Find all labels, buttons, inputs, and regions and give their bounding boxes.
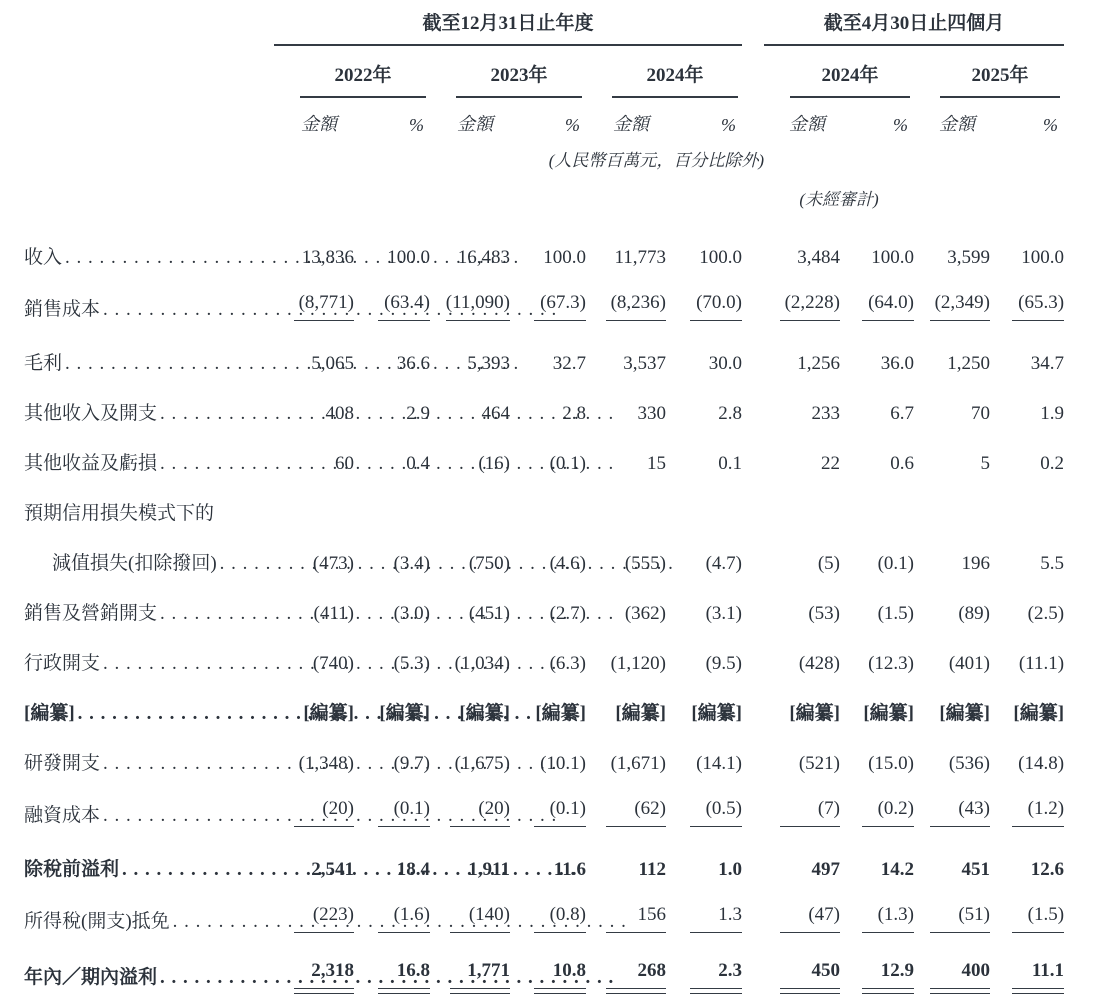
cell-value: 100.0 [699, 247, 743, 268]
cell-value: 1,771 [450, 960, 510, 989]
cell-value: 408 [325, 403, 354, 424]
cell-value: (750) [468, 553, 510, 574]
cell-value: 400 [930, 960, 990, 989]
percent-header: % [1043, 115, 1059, 135]
cell-value: (536) [948, 753, 991, 774]
cell-value: (14.8) [1018, 753, 1065, 774]
cell-value: 1.0 [718, 859, 743, 880]
row-label: 除稅前溢利 [24, 859, 120, 880]
cell-value: (3.1) [705, 603, 743, 624]
year-2024-interim: 2024年 [790, 60, 910, 98]
cell-value: 2.8 [562, 403, 586, 424]
table-row [24, 386, 1064, 436]
amount-header: 金額 [301, 114, 337, 134]
table-row [24, 210, 1064, 280]
cell-value: (89) [958, 603, 991, 624]
cell-value: (362) [624, 603, 666, 624]
cell-value: (9.7) [393, 753, 430, 774]
cell-value: (4.7) [705, 553, 743, 574]
cell-value: (0.8) [534, 904, 586, 933]
cell-value: (223) [294, 904, 354, 933]
cell-value: (64.0) [862, 292, 914, 321]
row-label: 其他收益及虧損 [24, 453, 158, 474]
cell-value: 1,911 [468, 859, 510, 880]
cell-value: 5,393 [467, 353, 510, 374]
cell-value: 196 [961, 553, 991, 574]
cell-value: 14.2 [880, 859, 915, 880]
cell-value: (2.5) [1027, 603, 1065, 624]
cell-value: [編纂] [535, 703, 586, 724]
row-label: 年內／期內溢利 [24, 967, 158, 988]
cell-value: [編纂] [459, 703, 510, 724]
table-row [24, 280, 1064, 332]
cell-value: [編纂] [1013, 703, 1065, 724]
cell-value: (20) [450, 798, 510, 827]
cell-value: (16) [478, 453, 510, 474]
table-row [24, 436, 1064, 486]
cell-value: 11.1 [1012, 960, 1064, 989]
cell-value: (0.1) [378, 798, 430, 827]
row-label: 毛利 [24, 353, 63, 374]
row-label: 所得稅(開支)抵免 [24, 911, 170, 932]
cell-value: 34.7 [1030, 353, 1065, 374]
cell-value: (401) [948, 653, 991, 674]
table-row [24, 332, 1064, 386]
cell-value: [編纂] [863, 703, 915, 724]
column-label-row [24, 98, 1064, 136]
row-label: 研發開支 [24, 753, 101, 774]
table-row [24, 636, 1064, 686]
cell-value: (521) [798, 753, 841, 774]
cell-value: 2,318 [294, 960, 354, 989]
cell-value: (3.4) [393, 553, 430, 574]
cell-value: 100.0 [387, 247, 430, 268]
cell-value: 0.1 [718, 453, 743, 474]
period-group-interim: 截至4月30日止四個月 [764, 8, 1064, 46]
cell-value: 30.0 [708, 353, 743, 374]
row-label: 行政開支 [24, 653, 101, 674]
cell-value: (740) [312, 653, 354, 674]
cell-value: 268 [606, 960, 666, 989]
cell-value: (5.3) [393, 653, 430, 674]
cell-value: 16.8 [378, 960, 430, 989]
percent-header: % [893, 115, 909, 135]
cell-value: 16,483 [457, 247, 510, 268]
cell-value: 1,250 [947, 353, 991, 374]
cell-value: (0.1) [549, 453, 586, 474]
cell-value: (1,120) [610, 653, 666, 674]
cell-value: 12.6 [1030, 859, 1065, 880]
cell-value: 233 [811, 403, 841, 424]
table-row [24, 892, 1064, 944]
unaudited-note-row [24, 171, 1064, 210]
cell-value: (51) [930, 904, 990, 933]
cell-value: 1,256 [797, 353, 841, 374]
table-row [24, 786, 1064, 838]
cell-value: [編纂] [691, 703, 743, 724]
cell-value: (6.3) [549, 653, 586, 674]
percent-header: % [565, 115, 580, 135]
cell-value: (62) [606, 798, 666, 827]
cell-value: 330 [637, 403, 666, 424]
cell-value: 12.9 [862, 960, 914, 989]
cell-value: 5 [980, 453, 991, 474]
table-row [24, 686, 1064, 736]
amount-header: 金額 [939, 114, 976, 134]
units-note: (人民幣百萬元，百分比除外) [548, 151, 765, 170]
cell-value: (20) [294, 798, 354, 827]
cell-value: [編纂] [379, 703, 430, 724]
cell-value: 3,537 [623, 353, 666, 374]
cell-value: 36.6 [396, 353, 430, 374]
row-label: 其他收入及開支 [24, 403, 158, 424]
cell-value: (65.3) [1012, 292, 1064, 321]
percent-header: % [721, 115, 737, 135]
cell-value: (0.2) [862, 798, 914, 827]
cell-value: 18.4 [396, 859, 430, 880]
cell-value: (1.3) [862, 904, 914, 933]
cell-value: (4.6) [549, 553, 586, 574]
cell-value: 10.8 [534, 960, 586, 989]
cell-value: (1,671) [610, 753, 666, 774]
cell-value: (2,228) [780, 292, 840, 321]
cell-value: [編纂] [303, 703, 354, 724]
cell-value: (0.5) [690, 798, 742, 827]
table-row [24, 838, 1064, 892]
row-label: 銷售成本 [24, 299, 101, 320]
row-label: 融資成本 [24, 805, 101, 826]
cell-value: 5,065 [311, 353, 354, 374]
cell-value: 2.3 [690, 960, 742, 989]
cell-value: (2.7) [549, 603, 586, 624]
cell-value: (473) [312, 553, 354, 574]
cell-value: (0.1) [534, 798, 586, 827]
cell-value: 6.7 [890, 403, 915, 424]
cell-value: 464 [481, 403, 510, 424]
cell-value: (9.5) [705, 653, 743, 674]
cell-value: 0.6 [890, 453, 915, 474]
cell-value: 1.9 [1040, 403, 1065, 424]
cell-value: (5) [817, 553, 841, 574]
year-2024: 2024年 [612, 60, 738, 98]
year-2022: 2022年 [300, 60, 426, 98]
cell-value: (3.0) [393, 603, 430, 624]
cell-value: (428) [798, 653, 841, 674]
period-group-row [24, 8, 1064, 46]
amount-header: 金額 [457, 114, 493, 134]
cell-value: (451) [468, 603, 510, 624]
cell-value: 0.4 [406, 453, 430, 474]
cell-value: 60 [335, 453, 354, 474]
percent-header: % [409, 115, 424, 135]
period-group-annual: 截至12月31日止年度 [274, 8, 742, 46]
amount-header: 金額 [613, 114, 649, 134]
cell-value: (70.0) [690, 292, 742, 321]
cell-value: (1.2) [1012, 798, 1064, 827]
cell-value: (7) [780, 798, 840, 827]
cell-value: (15.0) [868, 753, 915, 774]
cell-value: (1,348) [298, 753, 354, 774]
cell-value: 70 [971, 403, 991, 424]
amount-header: 金額 [789, 114, 826, 134]
cell-value: (1,034) [454, 653, 510, 674]
cell-value: [編纂] [789, 703, 841, 724]
table-row [24, 486, 1064, 536]
cell-value: 2.9 [406, 403, 430, 424]
cell-value: (14.1) [696, 753, 743, 774]
cell-value: (8,771) [294, 292, 354, 321]
cell-value: (12.3) [868, 653, 915, 674]
year-2025: 2025年 [940, 60, 1060, 98]
cell-value: 3,599 [947, 247, 991, 268]
cell-value: (555) [624, 553, 666, 574]
cell-value: 2.8 [718, 403, 743, 424]
row-label: 預期信用損失模式下的 [24, 503, 215, 524]
cell-value: (53) [808, 603, 841, 624]
cell-value: (1,675) [454, 753, 510, 774]
cell-value: 2,541 [311, 859, 354, 880]
cell-value: (411) [313, 603, 354, 624]
cell-value: 32.7 [552, 353, 586, 374]
cell-value: 5.5 [1040, 553, 1065, 574]
row-label: 銷售及營銷開支 [24, 603, 158, 624]
cell-value: 451 [961, 859, 991, 880]
row-label: [編纂] [24, 703, 75, 724]
cell-value: (43) [930, 798, 990, 827]
cell-value: 11,773 [614, 247, 666, 268]
cell-value: (63.4) [378, 292, 430, 321]
cell-value: 22 [821, 453, 841, 474]
table-body [24, 210, 1064, 1000]
cell-value: 450 [780, 960, 840, 989]
cell-value: 13,836 [301, 247, 354, 268]
cell-value: (2,349) [930, 292, 990, 321]
table-row [24, 536, 1064, 586]
table-row [24, 586, 1064, 636]
financial-table [24, 8, 1064, 1000]
row-label: 收入 [24, 247, 63, 268]
cell-value: [編纂] [615, 703, 666, 724]
unaudited-note: (未經審計) [799, 190, 879, 209]
row-label: 減值損失(扣除撥回) [52, 553, 217, 574]
cell-value: (8,236) [606, 292, 666, 321]
cell-value: (11,090) [446, 292, 510, 321]
cell-value: 100.0 [871, 247, 915, 268]
table-row [24, 736, 1064, 786]
table-row [24, 944, 1064, 1000]
cell-value: 0.2 [1040, 453, 1065, 474]
cell-value: 1.3 [690, 904, 742, 933]
cell-value: (1.6) [378, 904, 430, 933]
cell-value: 112 [638, 859, 666, 880]
cell-value: 3,484 [797, 247, 841, 268]
cell-value: 15 [647, 453, 666, 474]
cell-value: 11.6 [553, 859, 586, 880]
cell-value: (140) [450, 904, 510, 933]
cell-value: (0.1) [877, 553, 915, 574]
cell-value: 156 [606, 904, 666, 933]
units-note-row [24, 136, 1064, 171]
cell-value: (11.1) [1018, 653, 1065, 674]
year-2023: 2023年 [456, 60, 582, 98]
cell-value: (10.1) [540, 753, 586, 774]
cell-value: 36.0 [880, 353, 915, 374]
cell-value: [編纂] [939, 703, 991, 724]
cell-value: (67.3) [534, 292, 586, 321]
cell-value: 100.0 [543, 247, 586, 268]
cell-value: 497 [811, 859, 841, 880]
cell-value: 100.0 [1021, 247, 1065, 268]
cell-value: (47) [780, 904, 840, 933]
year-row [24, 46, 1064, 98]
cell-value: (1.5) [1012, 904, 1064, 933]
cell-value: (1.5) [877, 603, 915, 624]
